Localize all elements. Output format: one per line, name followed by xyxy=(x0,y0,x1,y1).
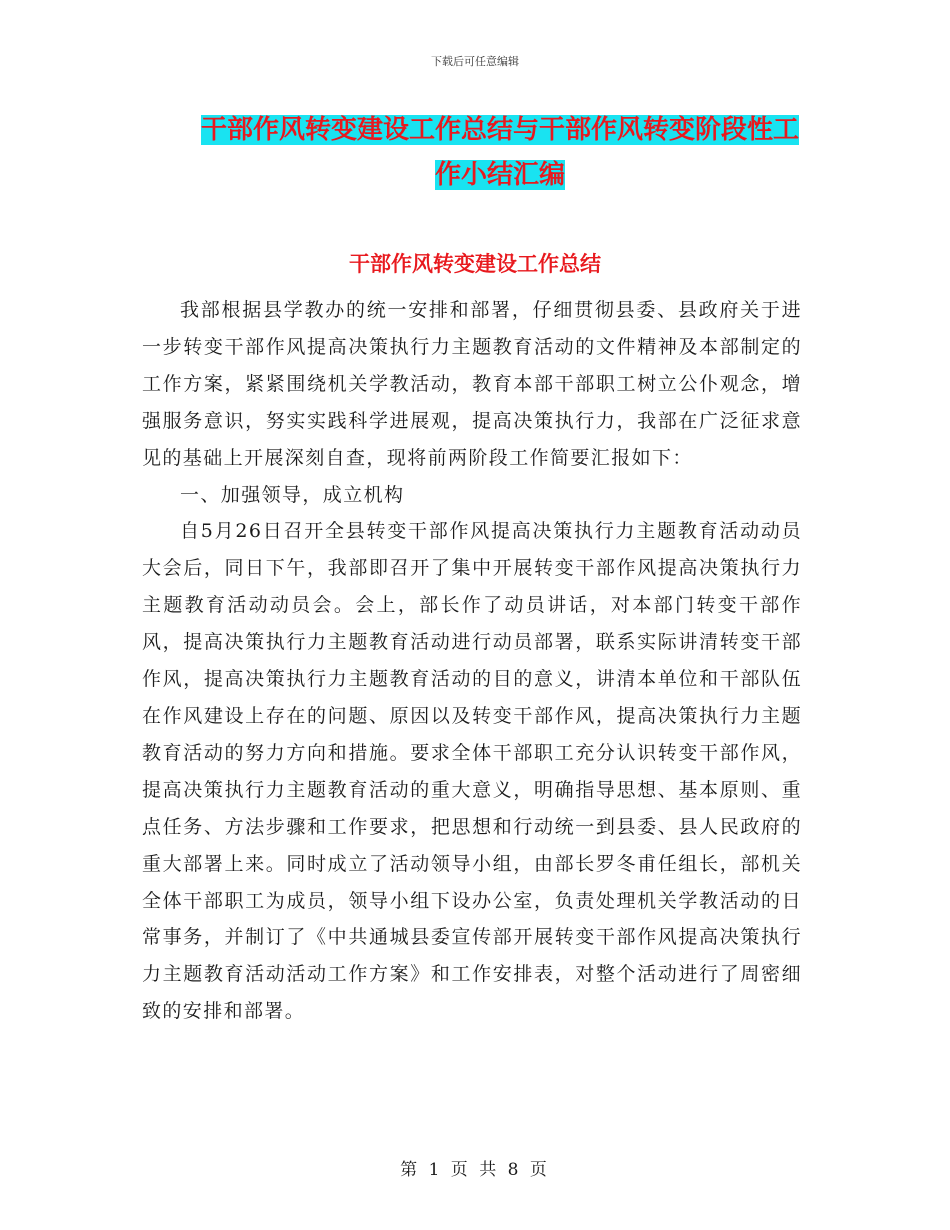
document-title xyxy=(150,108,850,198)
section-title: 干部作风转变建设工作总结 xyxy=(349,252,601,276)
title-line-1: 干部作风转变建设工作总结与干部作风转变阶段性工 xyxy=(200,115,799,145)
header-note: 下载后可任意编辑 xyxy=(431,55,519,68)
body-text xyxy=(142,292,802,1030)
page-footer: 第 1 页 共 8 页 xyxy=(400,1160,550,1180)
title-line-2: 作小结汇编 xyxy=(434,160,565,190)
paragraph: 我部根据县学教办的统一安排和部署，仔细贯彻县委、县政府关于进一步转变干部作风提高决策执行力主题教育活动的文件精神及本部制定的工作方案，紧紧围绕机关学教活动，教育本部干部职工树立公仆观念，增强服务意识，努实实践科学进展观，提高决策执行力，我部在广泛征求意见的基础上开展深刻自查，现将前两阶段工作简要汇报如下： xyxy=(142,299,802,469)
paragraph-heading: 一、加强领导，成立机构 xyxy=(180,483,405,506)
paragraph: 自5月26日召开全县转变干部作风提高决策执行力主题教育活动动员大会后，同日下午，我部即召开了集中开展转变干部作风提高决策执行力主题教育活动动员会。会上，部长作了动员讲话，对本部门转变干部作风，提高决策执行力主题教育活动进行动员部署，联系实际讲清转变干部作风，提高决策执行力主题教育活动的目的意义，讲清本单位和干部队伍在作风建设上存在的问题、原因以及转变干部作风，提高决策执行力主题教育活动的努力方向和措施。要求全体干部职工充分认识转变干部作风，提高决策执行力主题教育活动的重大意义，明确指导思想、基本原则、重点任务、方法步骤和工作要求，把思想和行动统一到县委、县人民政府的重大部署上来。同时成立了活动领导小组，由部长罗冬甫任组长，部机关全体干部职工为成员，领导小组下设办公室，负责处理机关学教活动的日常事务，并制订了《中共通城县委宣传部开展转变干部作风提高决策执行力主题教育活动活动工作方案》和工作安排表，对整个活动进行了周密细致的安排和部署。 xyxy=(142,520,802,1023)
